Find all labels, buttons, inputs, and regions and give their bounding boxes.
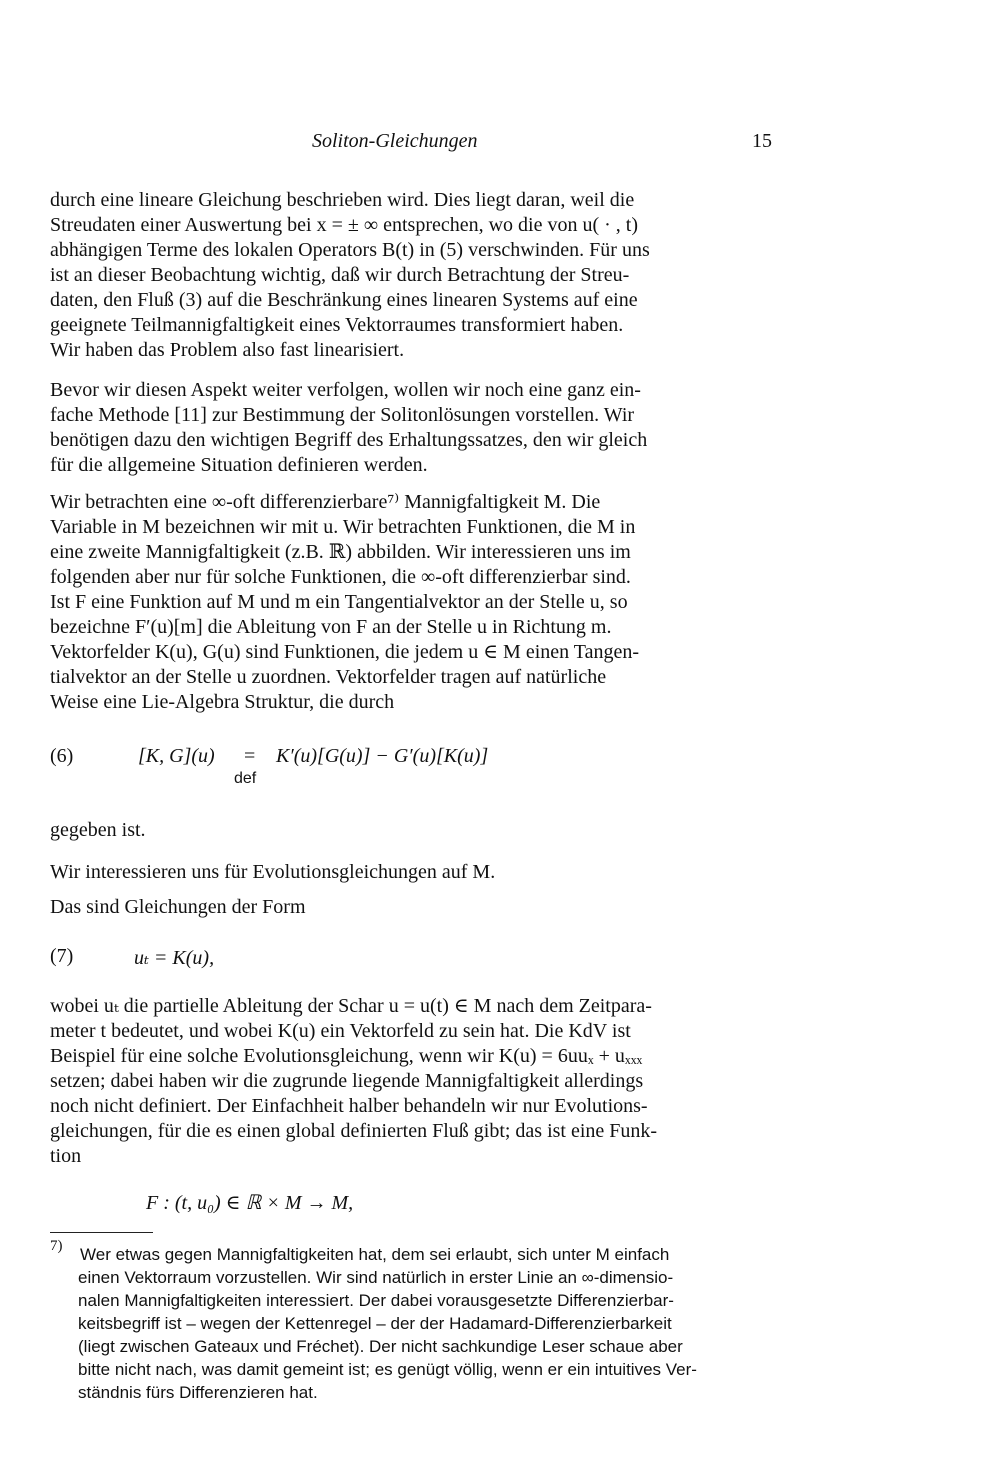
page-number: 15 [752,130,772,152]
text-line: Ist F eine Funktion auf M und m ein Tangentialvektor an der Stelle u, so [50,591,628,613]
text-line: noch nicht definiert. Der Einfachheit halber behandeln wir nur Evolutions- [50,1095,648,1117]
text-line: fache Methode [11] zur Bestimmung der Solitonlösungen vorstellen. Wir [50,404,635,426]
running-title: Soliton-Gleichungen [312,130,478,152]
text-line: Beispiel für eine solche Evolutionsgleichung, wenn wir K(u) = 6uuₓ + uₓₓₓ [50,1045,643,1067]
text-line: geeignete Teilmannigfaltigkeit eines Vektorraumes transformiert haben. [50,314,624,336]
text-line: ist an dieser Beobachtung wichtig, daß wir durch Betrachtung der Streu- [50,264,630,286]
text-line: Bevor wir diesen Aspekt weiter verfolgen, wollen wir noch eine ganz ein- [50,379,641,401]
equation-number: (6) [50,745,74,767]
text-line: Vektorfelder K(u), G(u) sind Funktionen, die jedem u ∈ M einen Tangen- [50,641,640,663]
footnote-line: ständnis fürs Differenzieren hat. [78,1383,318,1402]
footnote-line: (liegt zwischen Gateaux und Fréchet). Der nicht sachkundige Leser schaue aber [78,1337,683,1356]
text-line: durch eine lineare Gleichung beschrieben wird. Dies liegt daran, weil die [50,189,635,211]
footnote-line: keitsbegriff ist – wegen der Kettenregel – der der Hadamard-Differenzierbarkeit [78,1314,672,1333]
text-line: gleichungen, für die es einen global definierten Fluß gibt; das ist eine Funk- [50,1120,658,1142]
text-line: folgenden aber nur für solche Funktionen, die ∞-oft differenzierbar sind. [50,566,631,588]
text-line: tion [50,1145,82,1167]
text-line: eine zweite Mannigfaltigkeit (z.B. ℝ) abbilden. Wir interessieren uns im [50,541,631,563]
text-line: daten, den Fluß (3) auf die Beschränkung eines linearen Systems auf eine [50,289,638,311]
footnote-line: Wer etwas gegen Mannigfaltigkeiten hat, dem sei erlaubt, sich unter M einfach [80,1245,670,1264]
text-line: Wir haben das Problem also fast linearisiert. [50,339,405,361]
text-line: setzen; dabei haben wir die zugrunde liegende Mannigfaltigkeit allerdings [50,1070,644,1092]
text-line: für die allgemeine Situation definieren werden. [50,454,428,476]
text-line: Wir betrachten eine ∞-oft differenzierbare⁷⁾ Mannigfaltigkeit M. Die [50,491,601,513]
equation-rhs: K′(u)[G(u)] − G′(u)[K(u)] [276,745,489,767]
text-line: abhängigen Terme des lokalen Operators B(t) in (5) verschwinden. Für uns [50,239,650,261]
text-line: tialvektor an der Stelle u zuordnen. Vektorfelder tragen auf natürliche [50,666,607,688]
text-line: Das sind Gleichungen der Form [50,896,306,918]
footnote-line: einen Vektorraum vorzustellen. Wir sind natürlich in erster Linie an ∞-dimensio- [78,1268,674,1287]
equation-flow: F : (t, u₀) ∈ ℝ × M → M, [146,1192,354,1214]
equation-def-label: def [234,770,257,787]
text-line: Weise eine Lie-Algebra Struktur, die durch [50,691,395,713]
equation-relation: = [244,745,256,767]
footnote-line: bitte nicht nach, was damit gemeint ist; es genügt völlig, wenn er ein intuitives Ver- [78,1360,697,1379]
equation-number: (7) [50,945,74,967]
text-line: benötigen dazu den wichtigen Begriff des Erhaltungssatzes, den wir gleich [50,429,648,451]
text-line: bezeichne F′(u)[m] die Ableitung von F an der Stelle u in Richtung m. [50,616,612,638]
text-line: Variable in M bezeichnen wir mit u. Wir betrachten Funktionen, die M in [50,516,636,538]
text-line: gegeben ist. [50,819,146,841]
text-line: Wir interessieren uns für Evolutionsgleichungen auf M. [50,861,496,883]
equation-body: uₜ = K(u), [134,947,215,969]
text-line: Streudaten einer Auswertung bei x = ± ∞ entsprechen, wo die von u( · , t) [50,214,639,236]
text-line: wobei uₜ die partielle Ableitung der Schar u = u(t) ∈ M nach dem Zeitpara- [50,995,652,1017]
footnote-marker: 7) [50,1238,63,1254]
equation-lhs: [K, G](u) [138,745,215,767]
footnote-rule [50,1232,153,1233]
text-line: meter t bedeutet, und wobei K(u) ein Vektorfeld zu sein hat. Die KdV ist [50,1020,631,1042]
footnote-line: nalen Mannigfaltigkeiten interessiert. Der dabei vorausgesetzte Differenzierbar- [78,1291,674,1310]
